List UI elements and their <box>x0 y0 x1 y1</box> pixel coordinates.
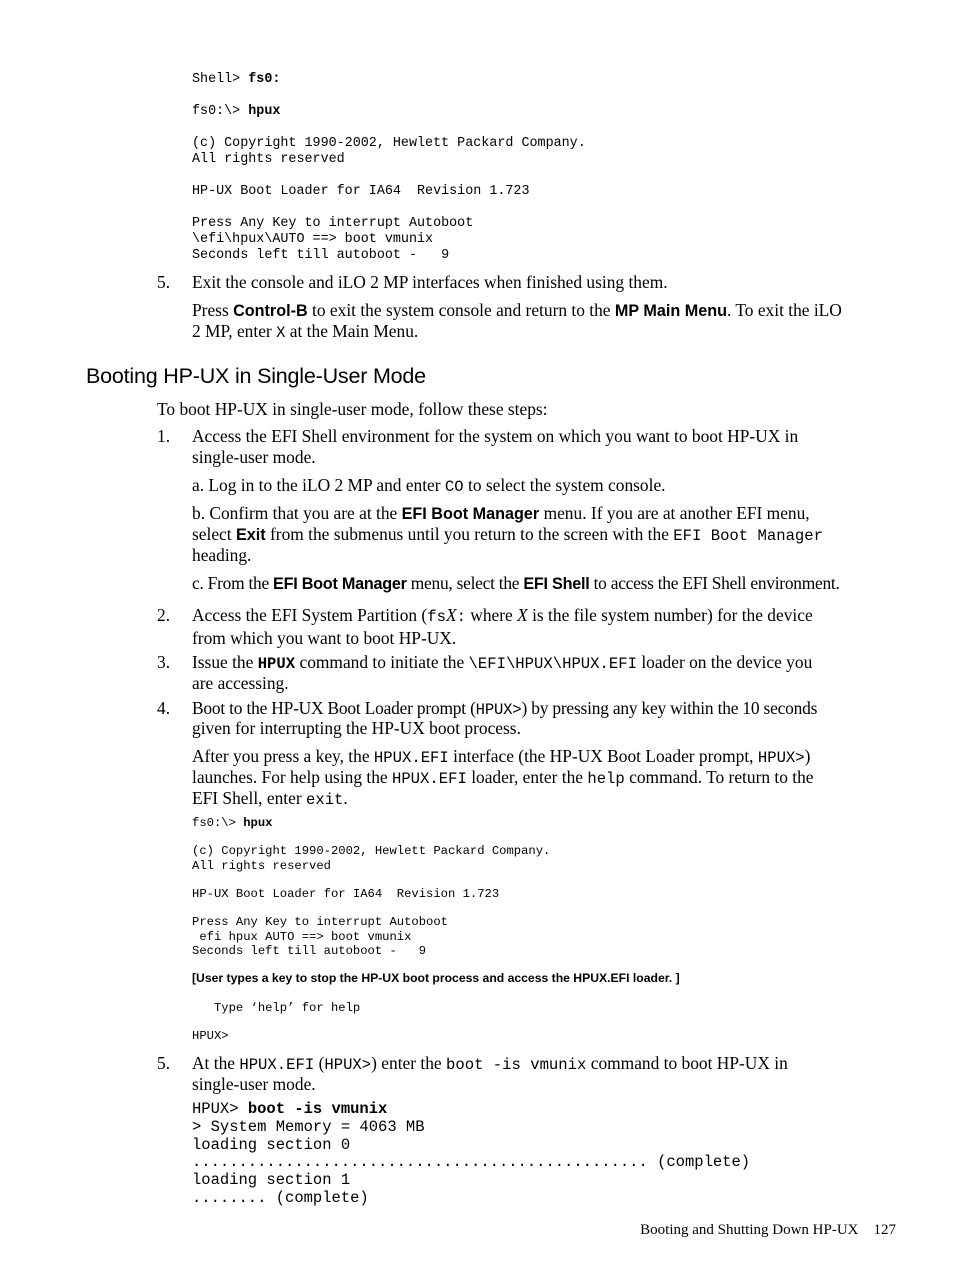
step-number: 5. <box>157 1053 171 1073</box>
code-inline: EFI Boot Manager <box>673 527 824 545</box>
code-block-hpux-loader: fs0:\> hpux (c) Copyright 1990-2002, Hewlett Packard Company. All rights reserved HP-UX Boot Loader for IA64 Revision 1.723 Press Any Key to interrupt Autoboot efi hpux AUTO ==> boot vmunix Seconds left till autoboot - 9 <box>192 816 551 958</box>
step-text: are accessing. <box>192 673 289 693</box>
step-text: Access the EFI System Partition (fsX: where X is the file system number) for the device <box>192 605 813 626</box>
code-output: (c) Copyright 1990-2002, Hewlett Packard Company. All rights reserved HP-UX Boot Loader for IA64 Revision 1.723 Press Any Key to interrupt Autoboot efi hpux AUTO ==> boot vmunix Seconds left till autoboot - 9 <box>192 844 551 958</box>
footer-title: Booting and Shutting Down HP-UX <box>640 1222 859 1238</box>
step-number: 1. <box>157 426 171 446</box>
code-inline: CO <box>444 478 464 496</box>
step-number: 4. <box>157 698 171 718</box>
ui-label: MP Main Menu <box>614 302 727 320</box>
code-command: hpux <box>243 816 273 830</box>
code-block-boot-single-user: HPUX> boot -is vmunix > System Memory = 4063 MB loading section 0 ................................................. (complete) loading section 1 ........ (complete) <box>192 1100 751 1207</box>
step-text: given for interrupting the HP-UX boot process. <box>192 718 521 738</box>
step-number: 2. <box>157 605 171 625</box>
step-text: Access the EFI Shell environment for the system on which you want to boot HP-UX in <box>192 426 799 446</box>
step-text: from which you want to boot HP-UX. <box>192 628 457 648</box>
code-inline: X <box>276 324 286 342</box>
step-paragraph: 2 MP, enter X at the Main Menu. <box>192 321 419 342</box>
substep-b: heading. <box>192 545 252 565</box>
page-footer <box>640 1222 896 1239</box>
step-text: Exit the console and iLO 2 MP interfaces when finished using them. <box>192 272 668 292</box>
section-intro: To boot HP-UX in single-user mode, follow these steps: <box>157 399 548 419</box>
substep-b: select Exit from the submenus until you return to the screen with the EFI Boot Manager <box>192 524 824 545</box>
substep-b: b. Confirm that you are at the EFI Boot Manager menu. If you are at another EFI menu, <box>192 503 810 523</box>
substep-a: a. Log in to the iLO 2 MP and enter CO to select the system console. <box>192 475 666 496</box>
step-paragraph: EFI Shell, enter exit. <box>192 788 348 809</box>
ui-label: Control-B <box>233 302 308 320</box>
step-number: 3. <box>157 652 171 672</box>
substep-c: c. From the EFI Boot Manager menu, select the EFI Shell to access the EFI Shell environment. <box>192 573 840 593</box>
step-paragraph: After you press a key, the HPUX.EFI interface (the HP-UX Boot Loader prompt, HPUX>) <box>192 746 811 767</box>
step-text: Issue the HPUX command to initiate the \EFI\HPUX\HPUX.EFI loader on the device you <box>192 652 813 673</box>
ui-label: EFI Boot Manager <box>273 575 407 593</box>
ui-label: EFI Shell <box>523 575 590 593</box>
step-text: Boot to the HP-UX Boot Loader prompt (HPUX>) by pressing any key within the 10 seconds <box>192 698 818 719</box>
step-text: single-user mode. <box>192 447 316 467</box>
code-command: boot -is vmunix <box>247 1100 388 1118</box>
code-block-help: Type ‘help’ for help HPUX> <box>192 1001 361 1044</box>
ui-label: EFI Boot Manager <box>401 505 540 523</box>
step-paragraph: launches. For help using the HPUX.EFI loader, enter the help command. To return to the <box>192 767 814 788</box>
section-heading: Booting HP-UX in Single-User Mode <box>86 364 426 388</box>
code-output: (c) Copyright 1990-2002, Hewlett Packard Company. All rights reserved HP-UX Boot Loader for IA64 Revision 1.723 Press Any Key to interrupt Autoboot \efi\hpux\AUTO ==> boot vmunix Seconds left till autoboot - 9 <box>192 136 586 263</box>
code-command: hpux <box>248 104 281 119</box>
code-output: > System Memory = 4063 MB loading section 0 ................................................. (complete) loading section 1 ........ (complete) <box>192 1117 751 1207</box>
page-number: 127 <box>873 1222 896 1238</box>
step-paragraph: Press Control-B to exit the system console and return to the MP Main Menu. To exit the iLO <box>192 300 842 320</box>
step-text: At the HPUX.EFI (HPUX>) enter the boot -is vmunix command to boot HP-UX in <box>192 1053 788 1074</box>
user-action-note: [User types a key to stop the HP-UX boot process and access the HPUX.EFI loader. ] <box>192 971 680 985</box>
step-text: single-user mode. <box>192 1074 316 1094</box>
ui-label: Exit <box>235 526 266 544</box>
step-number: 5. <box>157 272 171 292</box>
code-block-boot-shell: Shell> fs0: fs0:\> hpux (c) Copyright 1990-2002, Hewlett Packard Company. All rights reserved HP-UX Boot Loader for IA64 Revision 1.723 Press Any Key to interrupt Autoboot \efi\hpux\AUTO ==> boot vmunix Seconds left till autoboot - 9 <box>192 72 586 263</box>
code-command: fs0: <box>248 72 281 87</box>
